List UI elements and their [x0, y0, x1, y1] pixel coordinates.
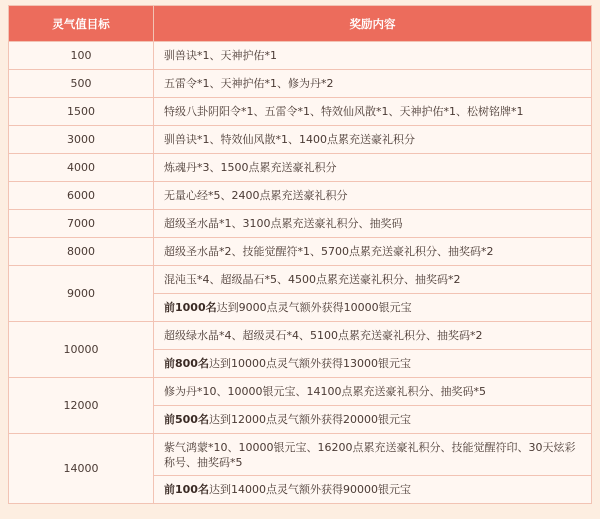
reward-cell: 驯兽诀*1、天神护佑*1	[154, 42, 592, 70]
target-cell: 14000	[9, 434, 154, 504]
table-row	[9, 434, 592, 476]
bonus-text: 达到10000点灵气额外获得13000银元宝	[208, 357, 411, 370]
target-cell: 6000	[9, 182, 154, 210]
table-row	[9, 322, 592, 350]
table-row	[9, 70, 592, 98]
reward-cell: 特级八卦阴阳令*1、五雷令*1、特效仙风散*1、天神护佑*1、松树铭牌*1	[154, 98, 592, 126]
reward-cell: 紫气鸿蒙*10、10000银元宝、16200点累充送豪礼积分、技能觉醒符印、30天炫彩称号、抽奖码*5	[154, 434, 592, 476]
header-target: 灵气值目标	[9, 6, 154, 42]
bonus-rank: 前500名	[164, 413, 209, 426]
reward-cell: 超级绿水晶*4、超级灵石*4、5100点累充送豪礼积分、抽奖码*2	[154, 322, 592, 350]
reward-cell: 五雷令*1、天神护佑*1、修为丹*2	[154, 70, 592, 98]
bonus-text: 达到12000点灵气额外获得20000银元宝	[208, 413, 411, 426]
table-row	[9, 238, 592, 266]
target-cell: 10000	[9, 322, 154, 378]
target-cell: 8000	[9, 238, 154, 266]
bonus-rank: 前800名	[164, 357, 209, 370]
bonus-cell	[154, 406, 592, 434]
bonus-text: 达到9000点灵气额外获得10000银元宝	[216, 301, 412, 314]
table-header-row	[9, 6, 592, 42]
table-row	[9, 378, 592, 406]
bonus-cell	[154, 294, 592, 322]
reward-cell: 驯兽诀*1、特效仙风散*1、1400点累充送豪礼积分	[154, 126, 592, 154]
table-row	[9, 126, 592, 154]
target-cell: 3000	[9, 126, 154, 154]
bonus-text: 达到14000点灵气额外获得90000银元宝	[208, 483, 411, 496]
header-reward: 奖励内容	[154, 6, 592, 42]
reward-table-container	[8, 5, 592, 504]
table-row	[9, 182, 592, 210]
reward-cell: 修为丹*10、10000银元宝、14100点累充送豪礼积分、抽奖码*5	[154, 378, 592, 406]
reward-cell: 炼魂丹*3、1500点累充送豪礼积分	[154, 154, 592, 182]
reward-cell: 无量心经*5、2400点累充送豪礼积分	[154, 182, 592, 210]
table-row	[9, 154, 592, 182]
table-row	[9, 210, 592, 238]
target-cell: 12000	[9, 378, 154, 434]
target-cell: 100	[9, 42, 154, 70]
bonus-rank: 前100名	[164, 483, 209, 496]
table-row	[9, 98, 592, 126]
reward-cell: 超级圣水晶*2、技能觉醒符*1、5700点累充送豪礼积分、抽奖码*2	[154, 238, 592, 266]
reward-cell: 混沌玉*4、超级晶石*5、4500点累充送豪礼积分、抽奖码*2	[154, 266, 592, 294]
target-cell: 7000	[9, 210, 154, 238]
target-cell: 1500	[9, 98, 154, 126]
reward-table	[8, 5, 592, 504]
bonus-rank: 前1000名	[164, 301, 217, 314]
table-row	[9, 42, 592, 70]
reward-cell: 超级圣水晶*1、3100点累充送豪礼积分、抽奖码	[154, 210, 592, 238]
table-row	[9, 266, 592, 294]
target-cell: 4000	[9, 154, 154, 182]
target-cell: 9000	[9, 266, 154, 322]
target-cell: 500	[9, 70, 154, 98]
bonus-cell	[154, 476, 592, 504]
bonus-cell	[154, 350, 592, 378]
